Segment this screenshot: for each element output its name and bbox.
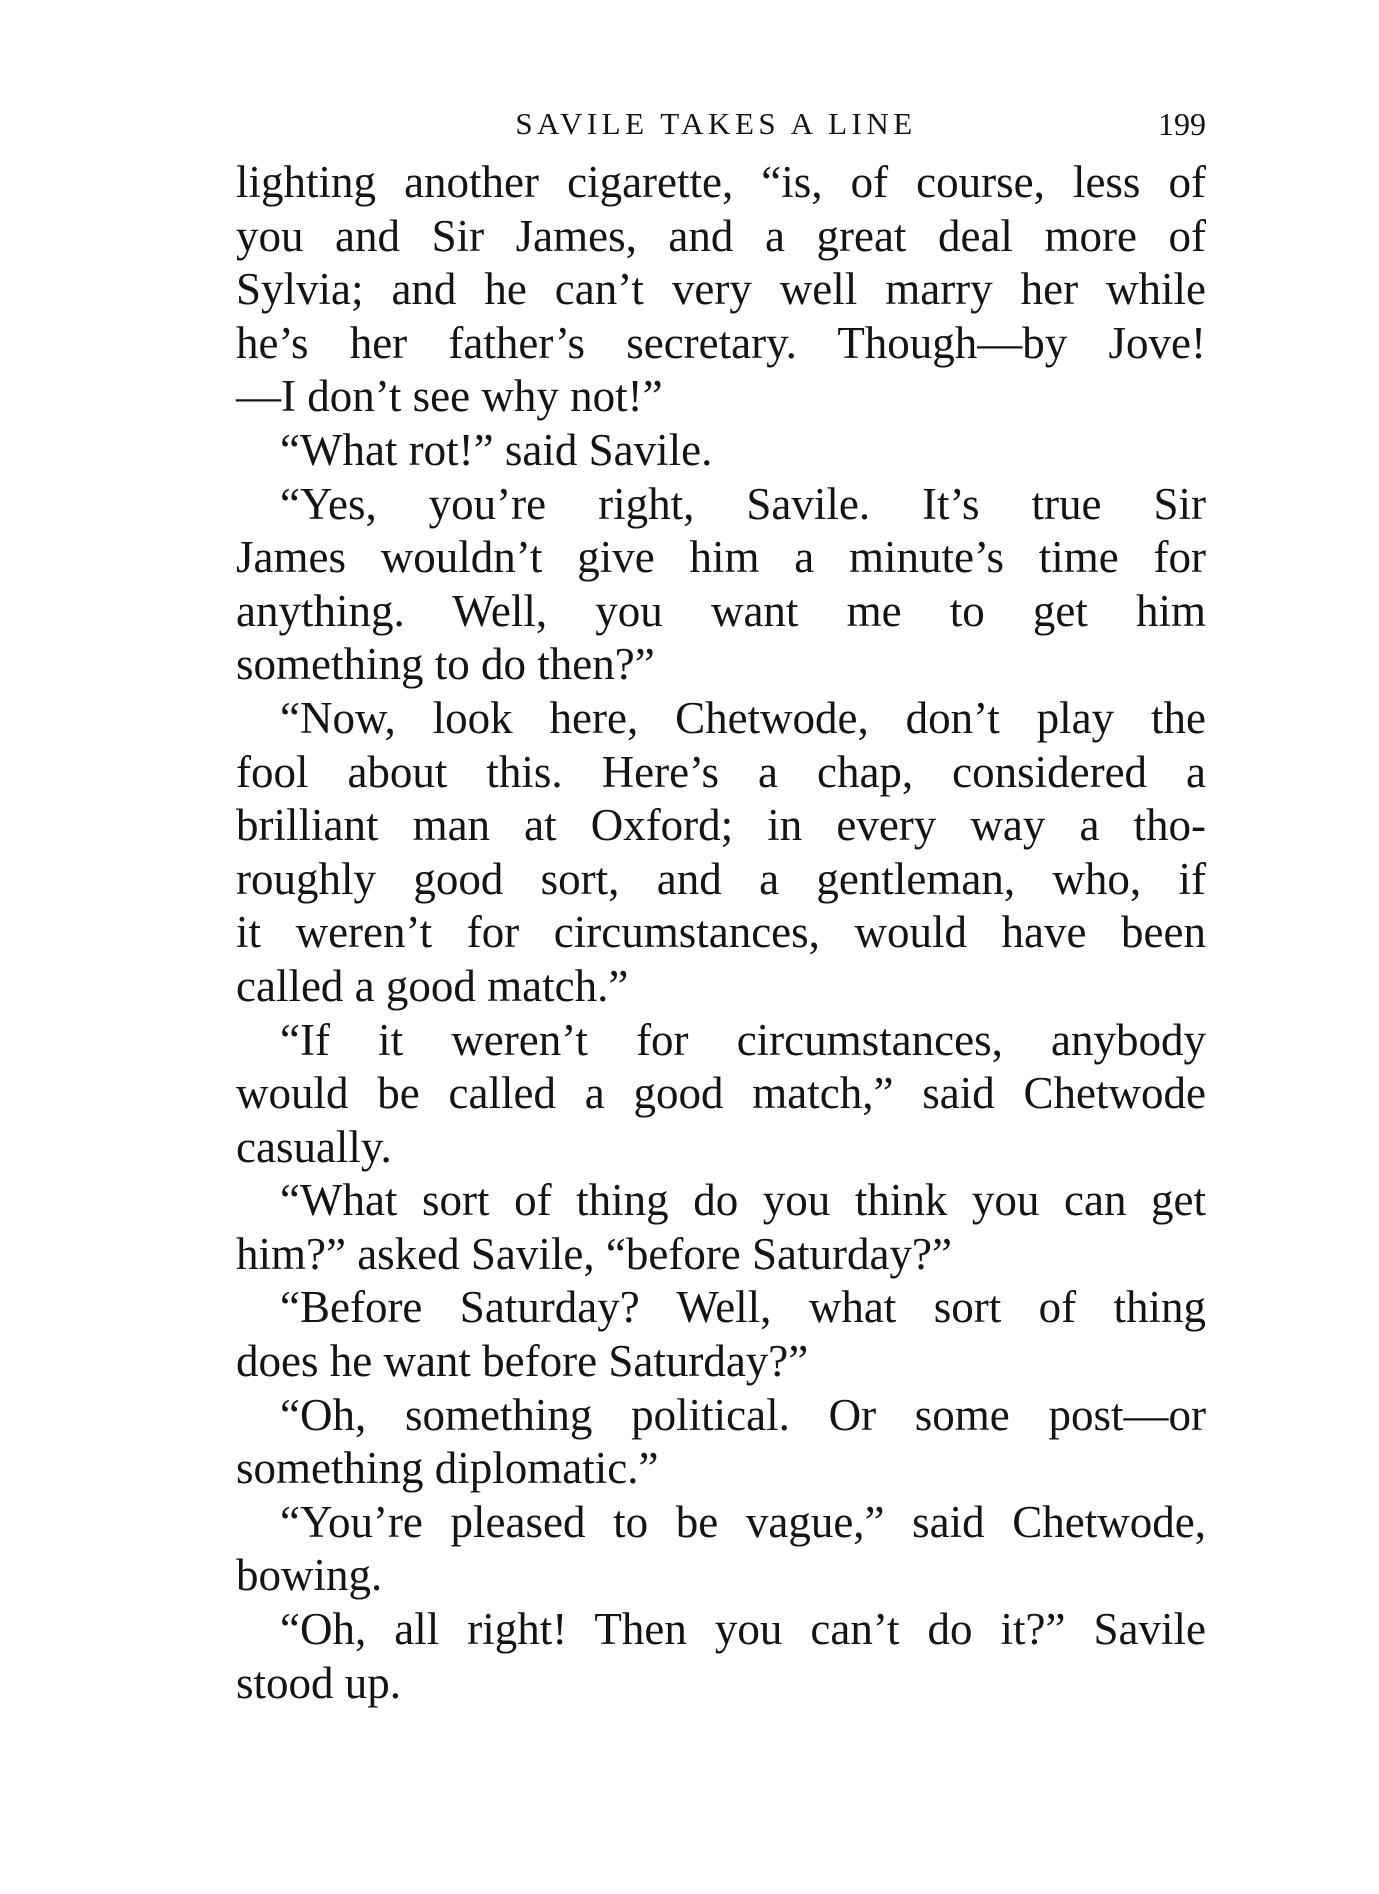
text-line: called a good match.” xyxy=(236,960,629,1011)
text-line: “Oh, something political. Or some post—or xyxy=(280,1389,1206,1440)
text-line: “If it weren’t for circumstances, anybody xyxy=(280,1014,1206,1065)
text-line: fool about this. Here’s a chap, considered a xyxy=(236,746,1206,797)
text-line: it weren’t for circumstances, would have been xyxy=(236,907,1206,958)
text-line: “Oh, all right! Then you can’t do it?” Savile xyxy=(280,1604,1206,1655)
text-line: you and Sir James, and a great deal more of xyxy=(236,210,1206,261)
text-line: he’s her father’s secretary. Though—by Jove! xyxy=(236,317,1206,368)
text-line: something diplomatic.” xyxy=(236,1443,659,1494)
text-line: —I don’t see why not!” xyxy=(236,371,663,422)
text-line: bowing. xyxy=(236,1550,383,1601)
text-line: “Yes, you’re right, Savile. It’s true Sir xyxy=(280,478,1206,529)
text-line: Sylvia; and he can’t very well marry her while xyxy=(236,264,1206,315)
page-number: 199 xyxy=(1158,106,1206,142)
text-line: stood up. xyxy=(236,1657,402,1708)
text-line: “What sort of thing do you think you can get xyxy=(280,1175,1206,1226)
text-line: “Now, look here, Chetwode, don’t play the xyxy=(280,692,1206,743)
running-head xyxy=(236,100,1206,156)
text-line: lighting another cigarette, “is, of course, less of xyxy=(236,157,1206,207)
text-line: “What rot!” said Savile. xyxy=(280,424,713,475)
text-line: brilliant man at Oxford; in every way a tho- xyxy=(236,800,1206,851)
text-line: does he want before Saturday?” xyxy=(236,1336,809,1387)
text-line: James wouldn’t give him a minute’s time for xyxy=(236,532,1206,583)
text-line: casually. xyxy=(236,1121,392,1172)
text-line: “Before Saturday? Well, what sort of thing xyxy=(280,1282,1206,1333)
text-line: him?” asked Savile, “before Saturday?” xyxy=(236,1228,952,1279)
text-line: “You’re pleased to be vague,” said Chetwode, xyxy=(280,1496,1206,1547)
text-line: anything. Well, you want me to get him xyxy=(236,585,1206,636)
text-line: something to do then?” xyxy=(236,639,655,690)
body-text xyxy=(236,156,1206,1710)
text-line: roughly good sort, and a gentleman, who, if xyxy=(236,853,1206,904)
running-title: SAVILE TAKES A LINE xyxy=(515,106,917,141)
text-line: would be called a good match,” said Chetwode xyxy=(236,1068,1206,1119)
book-page xyxy=(236,100,1206,1710)
